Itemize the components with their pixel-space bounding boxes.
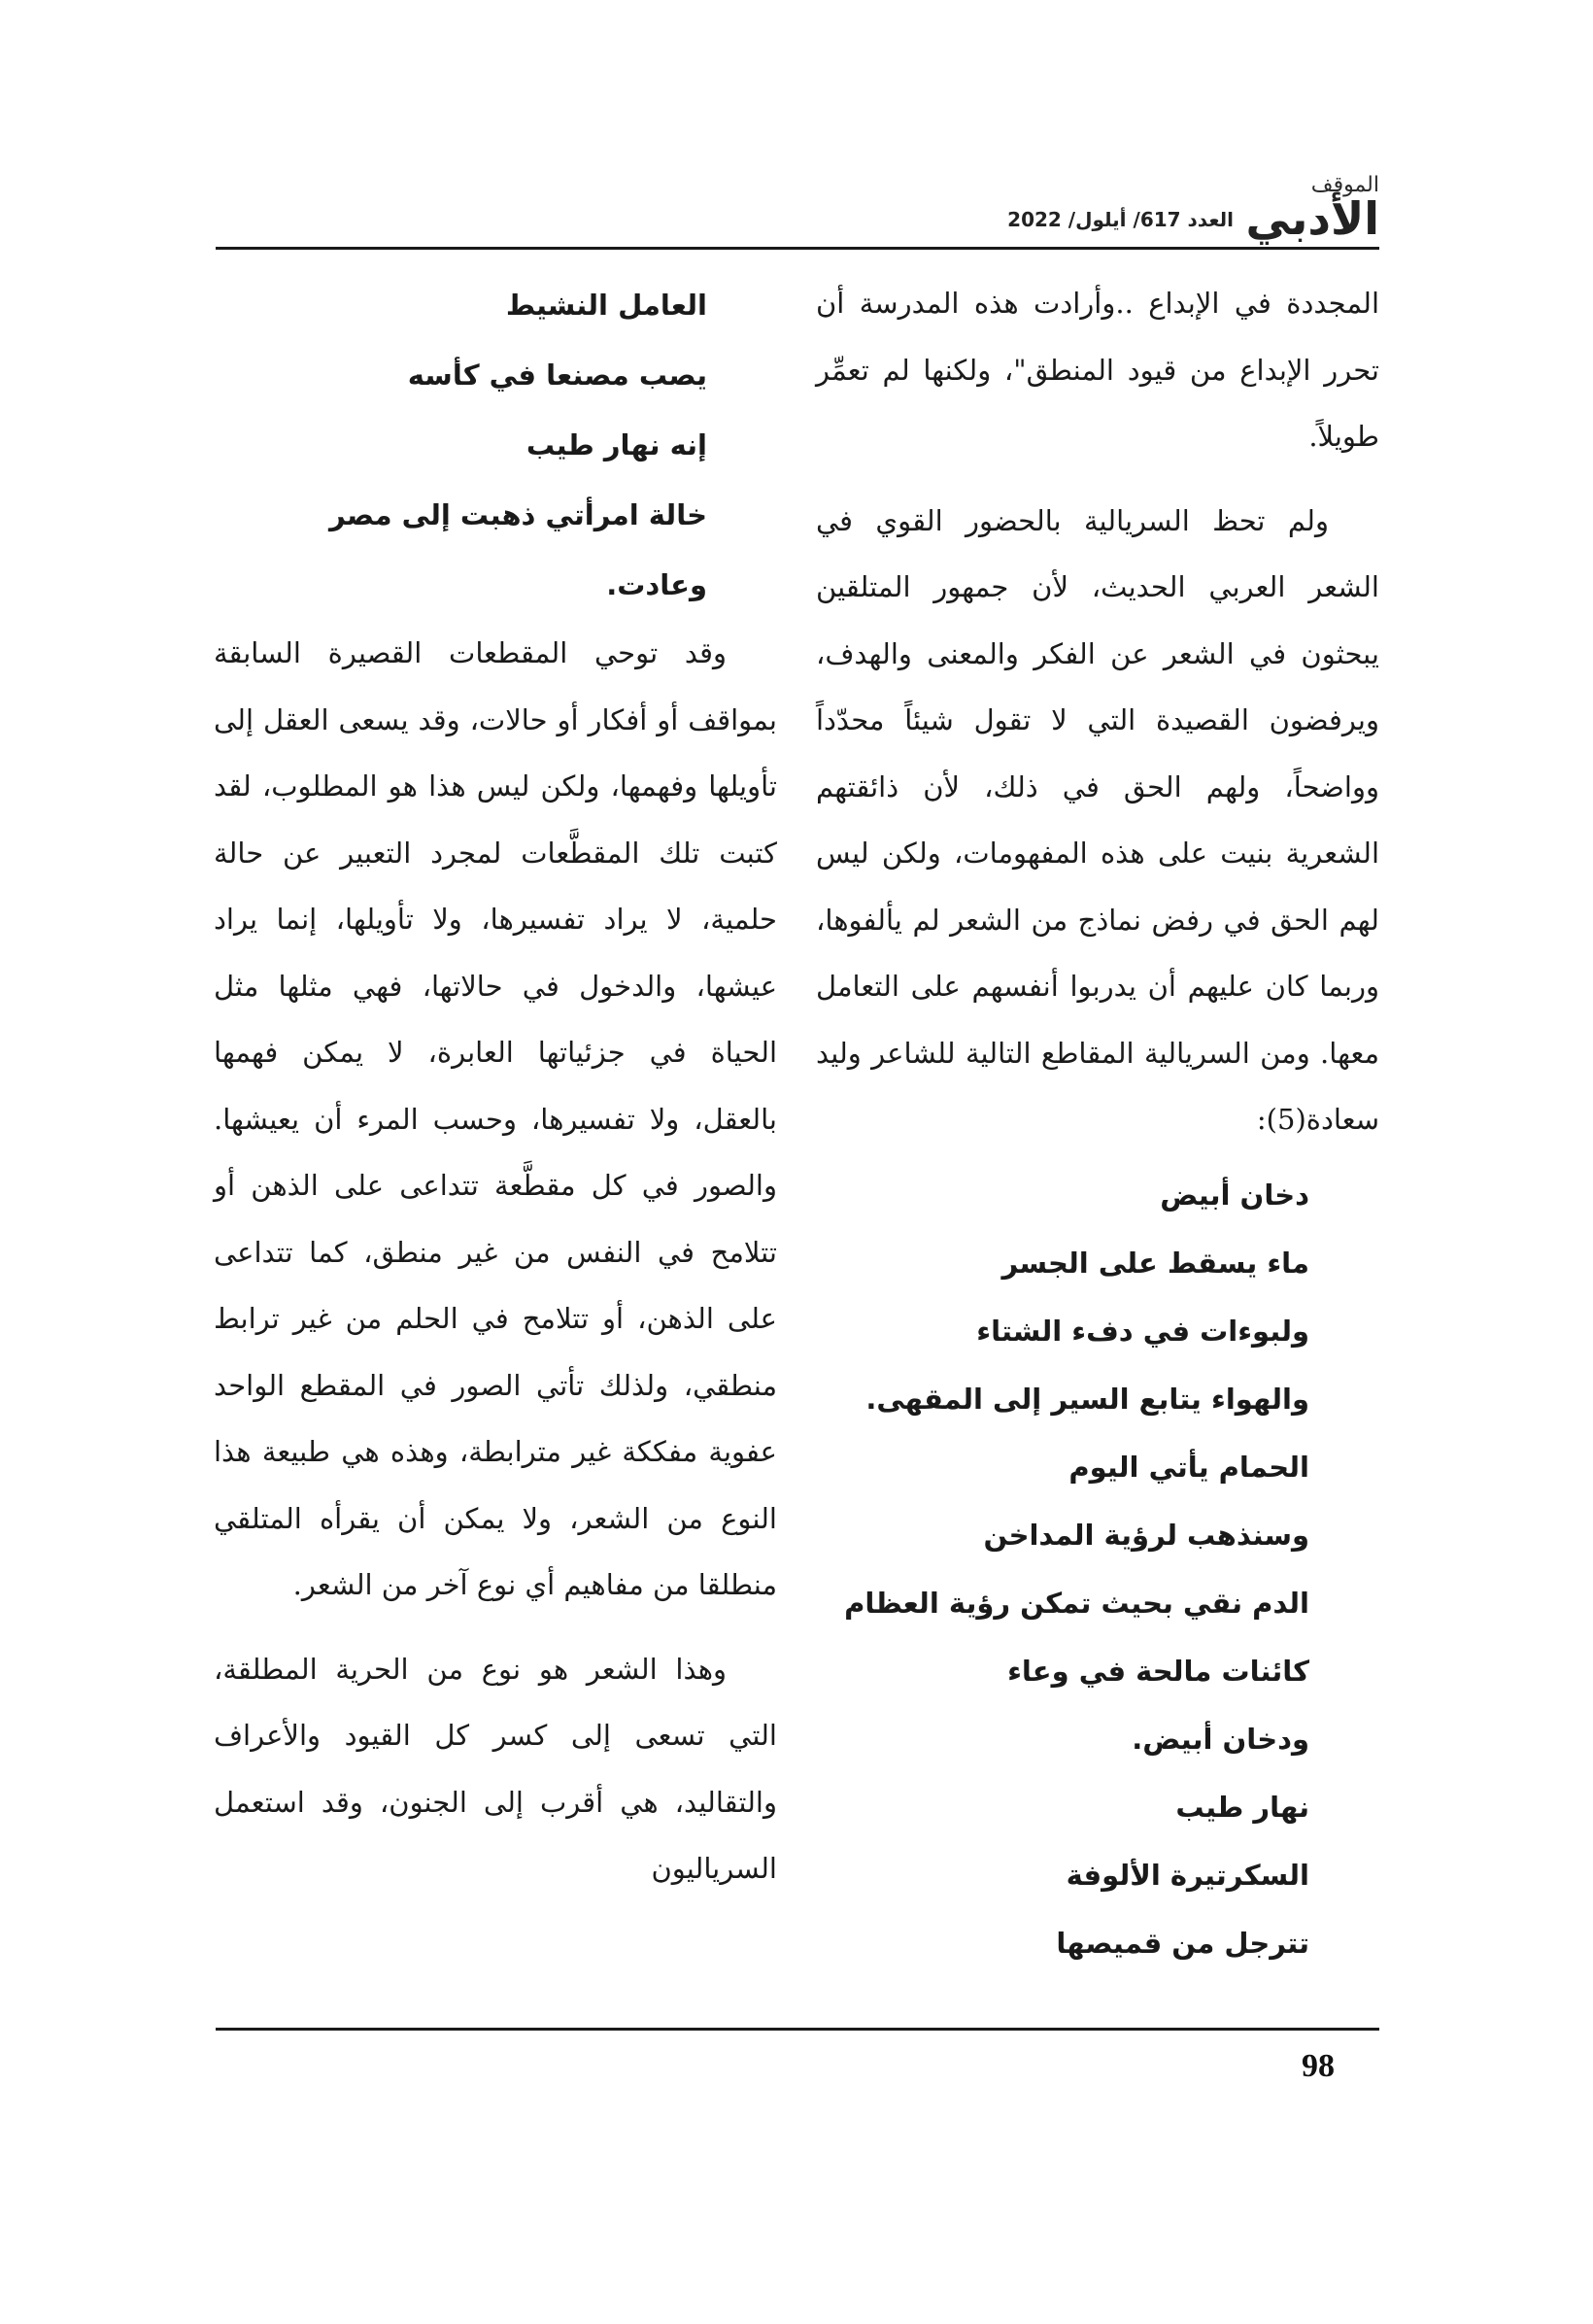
logo-title: الأدبي [1245, 192, 1379, 245]
verse-line: وعادت. [606, 568, 707, 601]
verse-line: السكرتيرة الألوفة [1066, 1858, 1309, 1892]
paragraph: ولم تحظ السريالية بالحضور القوي في الشعر العربي الحديث، لأن جمهور المتلقين يبحثون في الشعر عن الفكر والمعنى والهدف، ويرفضون القصيدة التي لا تقول شيئاً محدّداً وواضحاً، ولهم الحق في ذلك، لأن ذائقتهم الشعرية بنيت على هذه المفهومات، ولكن ليس لهم الحق في رفض نماذج من الشعر لم يألفوها، وربما كان عليهم أن يدربوا أنفسهم على التعامل معها. ومن السريالية المقاطع التالية للشاعر وليد سعادة(5): [816, 503, 1379, 1136]
verse-line: الحمام يأتي اليوم [1068, 1450, 1309, 1484]
verse-line: نهار طيب [1175, 1790, 1309, 1824]
verse-line: وسنذهب لرؤية المداخن [983, 1518, 1309, 1552]
verse-line: يصب مصنعا في كأسه [407, 359, 707, 392]
paragraph: وقد توحي المقطعات القصيرة السابقة بمواقف أو أفكار أو حالات، وقد يسعى العقل إلى تأويلها وفهمها، ولكن ليس هذا هو المطلوب، لقد كتبت تلك المقطَّعات لمجرد التعبير عن حالة حلمية، لا يراد تفسيرها، ولا تأويلها، إنما يراد عيشها، والدخول في حالاتها، فهي مثلها مثل الحياة في جزئياتها العابرة، لا يمكن فهمها بالعقل، ولا تفسيرها، وحسب المرء أن يعيشها. والصور في كل مقطَّعة تتداعى على الذهن أو تتلامح في النفس من غير منطق، كما تتداعى على الذهن، أو تتلامح في الحلم من غير ترابط منطقي، ولذلك تأتي الصور في المقطع الواحد عفوية مفككة غير مترابطة، وهذه هي طبيعة هذا النوع من الشعر، ولا يمكن أن يقرأه المتلقي منطلقا من مفاهيم أي نوع آخر من الشعر. [214, 636, 777, 1601]
page-header [216, 165, 1379, 249]
verse-line: العامل النشيط [505, 289, 707, 322]
left-column [214, 270, 777, 1902]
verse-line: ماء يسقط على الجسر [1001, 1246, 1309, 1280]
verse-line: إنه نهار طيب [525, 428, 707, 461]
verse-line: ودخان أبيض. [1132, 1722, 1309, 1756]
verse-line: خالة امرأتي ذهبت إلى مصر [328, 498, 707, 531]
right-column [816, 270, 1379, 1977]
verse-line: كائنات مالحة في وعاء [1007, 1654, 1309, 1688]
poem-excerpt [816, 1161, 1379, 1977]
verse-line: والهواء يتابع السير إلى المقهى. [865, 1382, 1309, 1416]
logo-subtitle: الموقف [1310, 173, 1379, 197]
poem-excerpt-continued [214, 270, 777, 620]
header-divider [216, 247, 1379, 250]
paragraph: المجددة في الإبداع ..وأرادت هذه المدرسة أن تحرر الإبداع من قيود المنطق"، ولكنها لم تعمِّر طويلاً. [816, 287, 1379, 453]
footer-divider [216, 2028, 1379, 2031]
issue-info: العدد 617/ أيلول/ 2022 [1007, 208, 1234, 231]
magazine-logo [1245, 173, 1379, 245]
verse-line: دخان أبيض [1160, 1178, 1309, 1212]
paragraph: وهذا الشعر هو نوع من الحرية المطلقة، التي تسعى إلى كسر كل القيود والأعراف والتقاليد، هي أقرب إلى الجنون، وقد استعمل السرياليون [214, 1652, 777, 1885]
page-number: 98 [1302, 2048, 1335, 2084]
verse-line: تترجل من قميصها [1056, 1926, 1309, 1960]
verse-line: ولبوءات في دفء الشتاء [976, 1314, 1309, 1348]
verse-line: الدم نقي بحيث تمكن رؤية العظام [844, 1586, 1309, 1620]
